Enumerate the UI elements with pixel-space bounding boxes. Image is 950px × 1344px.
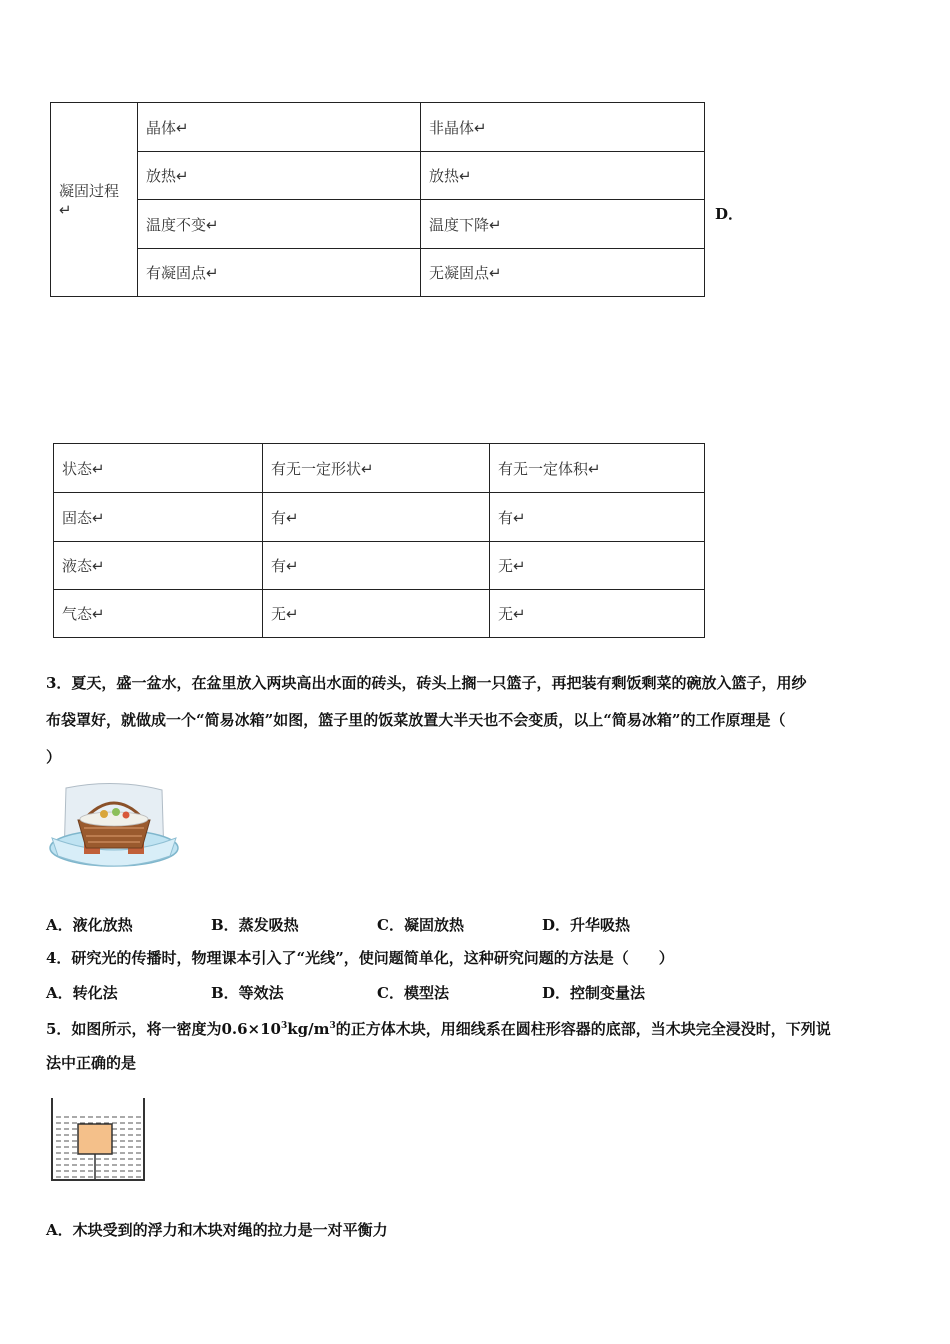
q5-line1-pre: 5．如图所示，将一密度为0.6×10 [46, 1020, 281, 1038]
table1-cell: 温度不变↵ [138, 200, 421, 248]
table1-row-header: 凝固过程↵ [51, 103, 138, 297]
table1-cell: 放热↵ [421, 152, 705, 200]
table2-cell: 无↵ [490, 590, 705, 638]
table2-cell: 状态↵ [54, 444, 263, 493]
q3-line2: 布袋罩好，就做成一个“简易冰箱”如图，篮子里的饭菜放置大半天也不会变质，以上“简易冰箱”的工作原理是（ [46, 711, 786, 729]
table1-cell: 温度下降↵ [421, 200, 705, 248]
table1-cell: 非晶体↵ [421, 103, 705, 152]
table2-cell: 有↵ [490, 493, 705, 542]
table1-cell: 有凝固点↵ [138, 248, 421, 296]
table2-cell: 有无一定体积↵ [490, 444, 705, 493]
q5-line2: 法中正确的是 [46, 1054, 137, 1072]
crystal-solidification-table [50, 102, 705, 297]
q4-option-b: B．等效法 [211, 984, 284, 1002]
table2-cell: 固态↵ [54, 493, 263, 542]
q4-option-d: D．控制变量法 [542, 984, 646, 1002]
table2-cell: 有无一定形状↵ [263, 444, 490, 493]
table1-cell: 晶体↵ [138, 103, 421, 152]
table1-cell: 放热↵ [138, 152, 421, 200]
table2-cell: 无↵ [263, 590, 490, 638]
table2-cell: 无↵ [490, 542, 705, 590]
q4-option-c: C．模型法 [377, 984, 449, 1002]
q5-option-a: A．木块受到的浮力和木块对绳的拉力是一对平衡力 [46, 1221, 388, 1239]
table2-cell: 有↵ [263, 493, 490, 542]
q5-unit: kg/m [287, 1020, 330, 1038]
table2-cell: 液态↵ [54, 542, 263, 590]
q5-line1-post: 的正方体木块，用细线系在圆柱形容器的底部，当木块完全浸没时，下列说 [335, 1020, 831, 1038]
q5-exponent-2: 3 [329, 1021, 336, 1031]
q3-option-a: A．液化放热 [46, 916, 133, 934]
q5-line1 [46, 1016, 831, 1039]
table1-cell: 无凝固点↵ [421, 248, 705, 296]
q3-line1: 3．夏天，盛一盆水，在盆里放入两块高出水面的砖头，砖头上搁一只篮子，再把装有剩饭剩菜的碗放入篮子，用纱 [46, 674, 807, 692]
q3-option-b: B．蒸发吸热 [211, 916, 299, 934]
q4-text: 4．研究光的传播时，物理课本引入了“光线”，使问题简单化，这种研究问题的方法是（ ） [46, 949, 674, 967]
q3-option-d: D．升华吸热 [542, 916, 631, 934]
table2-cell: 气态↵ [54, 590, 263, 638]
option-d-label: D． [715, 205, 744, 223]
q3-option-c: C．凝固放热 [377, 916, 464, 934]
q3-line3: ） [46, 748, 62, 766]
simple-ice-box-figure [44, 778, 184, 880]
q4-option-a: A．转化法 [46, 984, 118, 1002]
container-block-figure [48, 1096, 148, 1182]
table2-cell: 有↵ [263, 542, 490, 590]
q5-exponent-1: 3 [280, 1021, 288, 1031]
states-of-matter-table [53, 443, 705, 638]
